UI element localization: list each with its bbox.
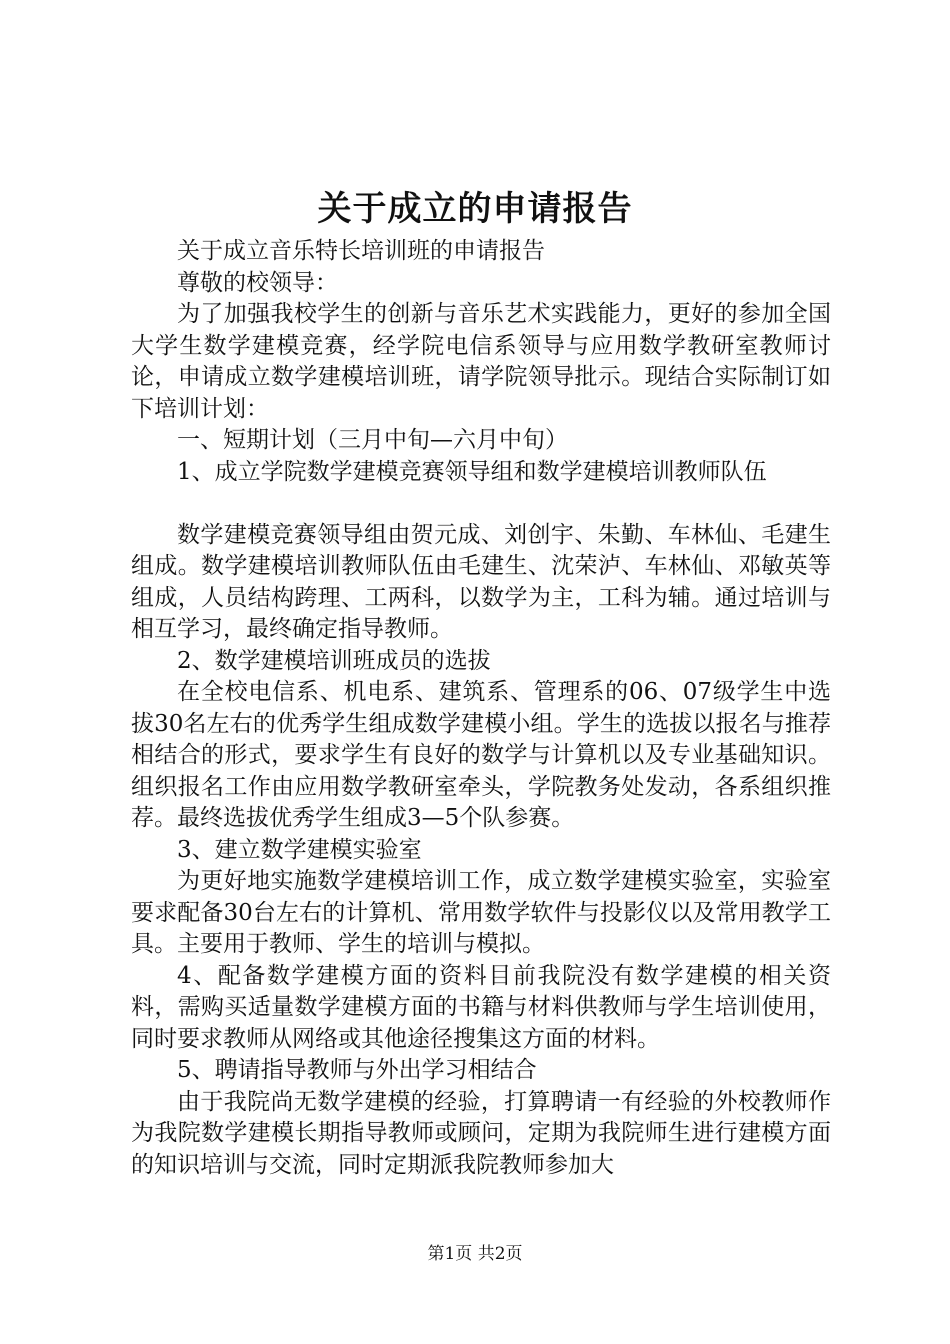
paragraph-item-1-heading: 1、成立学院数学建模竞赛领导组和数学建模培训教师队伍 bbox=[177, 458, 767, 485]
paragraph-intro: 为了加强我校学生的创新与音乐艺术实践能力，更好的参加全国大学生数学建模竞赛，经学院电信系领导与应用数学教研室教师讨论，申请成立数学建模培训班，请学院领导批示。现结合实际制订如下培训计划： bbox=[131, 301, 831, 422]
paragraph-section-heading: 一、短期计划（三月中旬—六月中旬） bbox=[177, 427, 568, 453]
paragraph-salutation: 尊敬的校领导： bbox=[177, 269, 338, 296]
paragraph-item-4: 4、配备数学建模方面的资料目前我院没有数学建模的相关资料，需购买适量数学建模方面的书籍与材料供教师与学生培训使用，同时要求教师从网络或其他途径搜集这方面的材料。 bbox=[131, 962, 831, 1052]
paragraph-subject: 关于成立音乐特长培训班的申请报告 bbox=[177, 238, 545, 264]
page-footer: 第1页 共2页 bbox=[427, 1244, 523, 1264]
paragraph-item-5-body: 由于我院尚无数学建模的经验，打算聘请一有经验的外校教师作为我院数学建模长期指导教师或顾问，定期为我院师生进行建模方面的知识培训与交流，同时定期派我院教师参加大 bbox=[131, 1088, 831, 1178]
paragraph-item-1-body: 数学建模竞赛领导组由贺元成、刘创宇、朱勤、车林仙、毛建生组成。数学建模培训教师队伍由毛建生、沈荣泸、车林仙、邓敏英等组成，人员结构跨理、工两科，以数学为主，工科为辅。通过培训与相互学习，最终确定指导教师。 bbox=[131, 521, 831, 642]
paragraph-item-3-body: 为更好地实施数学建模培训工作，成立数学建模实验室，实验室要求配备30台左右的计算机、常用数学软件与投影仪以及常用教学工具。主要用于教师、学生的培训与模拟。 bbox=[131, 868, 831, 957]
paragraph-item-2-body: 在全校电信系、机电系、建筑系、管理系的06、07级学生中选拔30名左右的优秀学生组成数学建模小组。学生的选拔以报名与推荐相结合的形式，要求学生有良好的数学与计算机以及专业基础知识。组织报名工作由应用数学教研室牵头，学院教务处发动，各系组织推荐。最终选拔优秀学生组成3—5个队参赛。 bbox=[131, 679, 831, 831]
paragraph-item-3-heading: 3、建立数学建模实验室 bbox=[177, 836, 422, 863]
paragraph-item-2-heading: 2、数学建模培训班成员的选拔 bbox=[177, 647, 491, 674]
paragraph-item-5-heading: 5、聘请指导教师与外出学习相结合 bbox=[177, 1057, 537, 1083]
document-title: 关于成立的申请报告 bbox=[317, 189, 633, 229]
document-body bbox=[131, 236, 831, 1181]
